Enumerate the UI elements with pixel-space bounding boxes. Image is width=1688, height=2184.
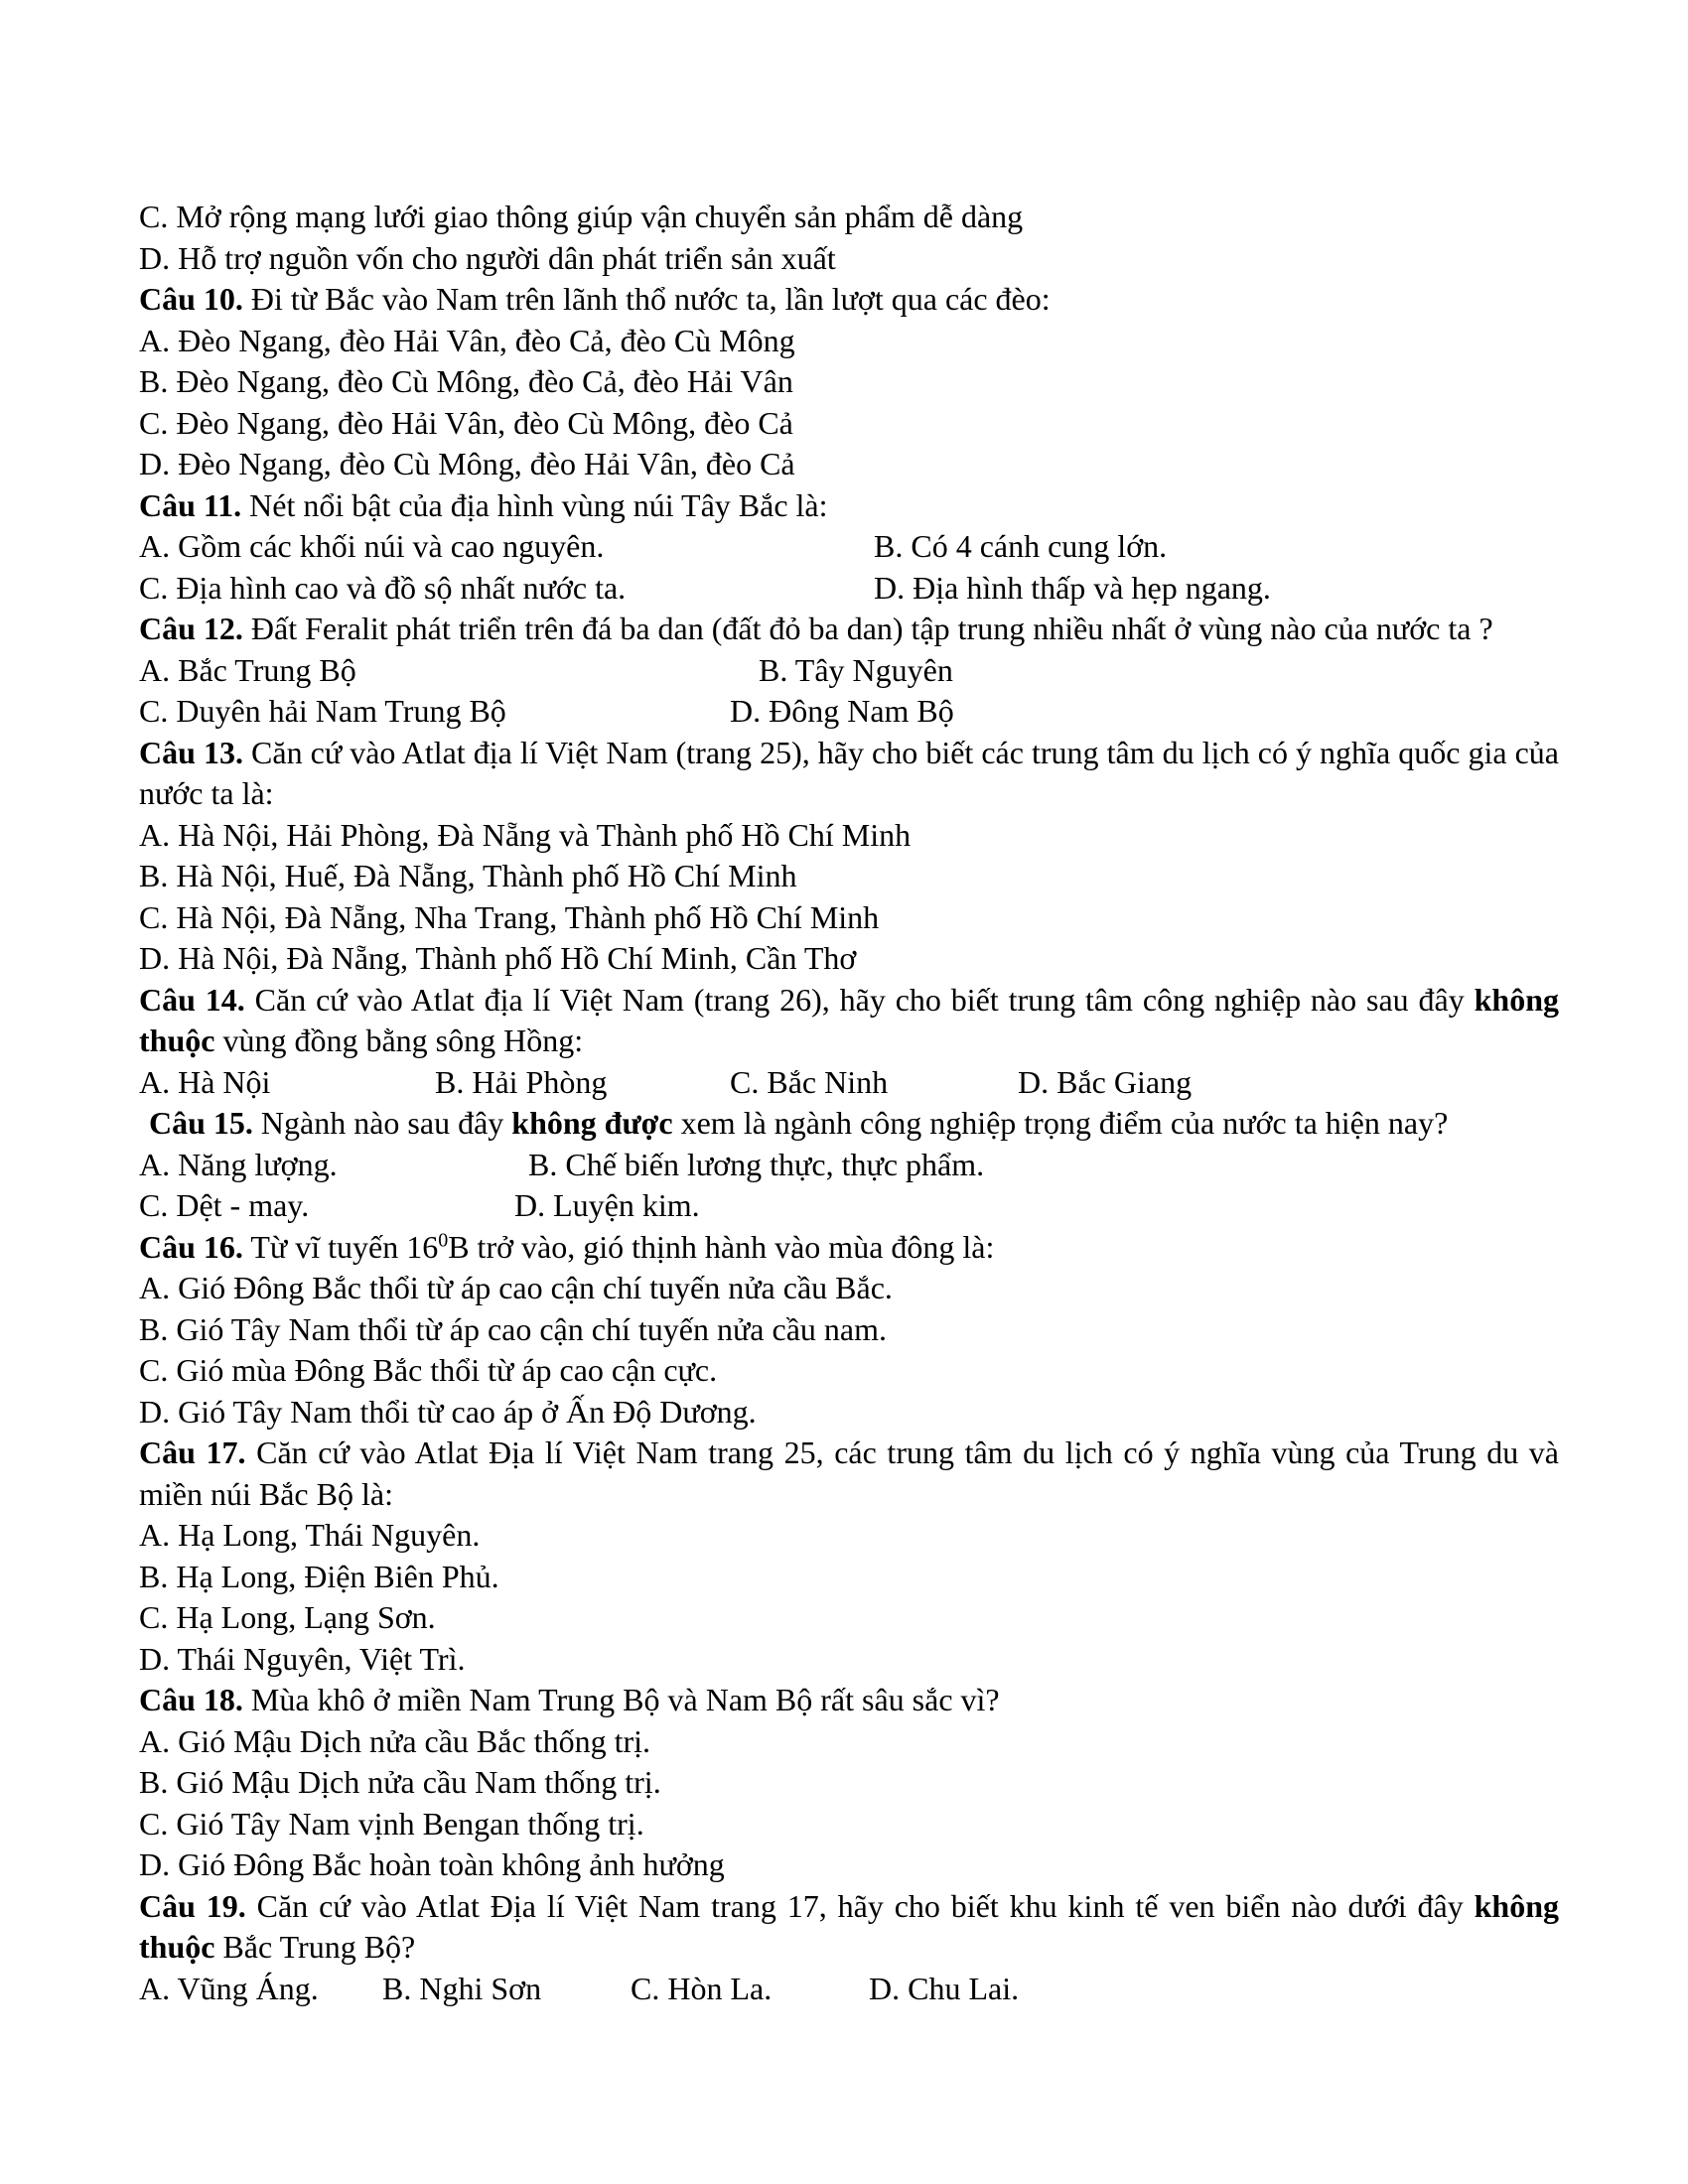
question-text: Bắc Trung Bộ? bbox=[214, 1929, 416, 1965]
option-d: D. Đèo Ngang, đèo Cù Mông, đèo Hải Vân, đèo Cả bbox=[139, 446, 795, 481]
option-b: B. Đèo Ngang, đèo Cù Mông, đèo Cả, đèo Hải Vân bbox=[139, 363, 793, 399]
question-text: Căn cứ vào Atlat địa lí Việt Nam (trang 26), hãy cho biết trung tâm công nghiệp nào sau đây bbox=[244, 981, 1475, 1018]
options-row bbox=[139, 1185, 1559, 1227]
options-row bbox=[139, 1969, 1559, 2010]
question-label: Câu 14. bbox=[139, 981, 245, 1018]
option-b: B. Hà Nội, Huế, Đà Nẵng, Thành phố Hồ Chí Minh bbox=[139, 858, 797, 893]
options-row bbox=[139, 650, 1559, 692]
option-b: B. Tây Nguyên bbox=[759, 651, 953, 688]
question-text: Căn cứ vào Atlat Địa lí Việt Nam trang 17, hãy cho biết khu kinh tế ven biển nào dưới đây bbox=[245, 1887, 1475, 1924]
question-text: Đất Feralit phát triển trên đá ba dan (đất đỏ ba dan) tập trung nhiều nhất ở vùng nào của nước ta ? bbox=[242, 611, 1493, 646]
option-c: C. Đèo Ngang, đèo Hải Vân, đèo Cù Mông, đèo Cả bbox=[139, 404, 793, 441]
carryover-option-c: C. Mở rộng mạng lưới giao thông giúp vận chuyển sản phẩm dễ dàng bbox=[139, 199, 1024, 234]
option-d: D. Bắc Giang bbox=[1018, 1063, 1193, 1100]
question-label: Câu 15. bbox=[149, 1105, 253, 1141]
option-c: C. Địa hình cao và đồ sộ nhất nước ta. bbox=[139, 569, 627, 606]
question-label: Câu 17. bbox=[139, 1434, 246, 1470]
option-c: C. Duyên hải Nam Trung Bộ bbox=[139, 693, 506, 729]
question-text: Đi từ Bắc vào Nam trên lãnh thổ nước ta, lần lượt qua các đèo: bbox=[242, 281, 1051, 317]
question-label: Câu 12. bbox=[139, 611, 243, 646]
question-text: Ngành nào sau đây bbox=[252, 1105, 512, 1141]
option-d: D. Chu Lai. bbox=[869, 1970, 1020, 2006]
question-label: Câu 18. bbox=[139, 1682, 243, 1717]
question-17 bbox=[139, 1433, 1559, 1515]
question-label: Câu 10. bbox=[139, 281, 243, 317]
options-row bbox=[139, 526, 1559, 568]
option-c: C. Gió mùa Đông Bắc thổi từ áp cao cận cực. bbox=[139, 1352, 718, 1388]
option-d: D. Đông Nam Bộ bbox=[730, 693, 954, 729]
question-text: B trở vào, gió thịnh hành vào mùa đông là: bbox=[448, 1228, 995, 1265]
option-c: C. Gió Tây Nam vịnh Bengan thống trị. bbox=[139, 1805, 644, 1842]
option-a: A. Vũng Áng. bbox=[139, 1970, 319, 2006]
question-text: Căn cứ vào Atlat Địa lí Việt Nam trang 25, các trung tâm du lịch có ý nghĩa vùng của Trung du và miền núi Bắc Bộ là: bbox=[139, 1434, 1560, 1512]
question-14 bbox=[139, 980, 1559, 1062]
option-d: D. Hà Nội, Đà Nẵng, Thành phố Hồ Chí Minh, Cần Thơ bbox=[139, 940, 857, 976]
option-b: B. Gió Mậu Dịch nửa cầu Nam thống trị. bbox=[139, 1764, 661, 1800]
question-19 bbox=[139, 1886, 1559, 1969]
option-b: B. Hạ Long, Điện Biên Phủ. bbox=[139, 1558, 499, 1594]
exam-page bbox=[139, 197, 1559, 2009]
option-c: C. Hòn La. bbox=[631, 1970, 773, 2006]
question-text: xem là ngành công nghiệp trọng điểm của nước ta hiện nay? bbox=[672, 1105, 1449, 1141]
question-label: Câu 11. bbox=[139, 486, 242, 523]
option-d: D. Luyện kim. bbox=[514, 1187, 700, 1223]
carryover-option-d: D. Hỗ trợ nguồn vốn cho người dân phát triển sản xuất bbox=[139, 239, 836, 276]
question-label: Câu 13. bbox=[139, 734, 243, 770]
options-row bbox=[139, 1062, 1559, 1104]
option-a: A. Hà Nội bbox=[139, 1063, 271, 1100]
question-13 bbox=[139, 733, 1559, 815]
question-emphasis: không thuộc bbox=[139, 1887, 1560, 1965]
option-a: A. Gồm các khối núi và cao nguyên. bbox=[139, 528, 605, 564]
options-row bbox=[139, 691, 1559, 733]
question-label: Câu 19. bbox=[139, 1887, 246, 1924]
option-b: B. Hải Phòng bbox=[435, 1063, 608, 1100]
question-text: Căn cứ vào Atlat địa lí Việt Nam (trang 25), hãy cho biết các trung tâm du lịch có ý nghĩa quốc gia của nước ta là: bbox=[139, 734, 1560, 811]
option-c: C. Hà Nội, Đà Nẵng, Nha Trang, Thành phố Hồ Chí Minh bbox=[139, 898, 880, 935]
option-d: D. Thái Nguyên, Việt Trì. bbox=[139, 1640, 466, 1677]
option-a: A. Gió Đông Bắc thổi từ áp cao cận chí tuyến nửa cầu Bắc. bbox=[139, 1270, 893, 1305]
question-text: Từ vĩ tuyến 16 bbox=[242, 1228, 439, 1265]
question-18 bbox=[139, 1680, 1559, 1721]
option-d: D. Địa hình thấp và hẹp ngang. bbox=[874, 569, 1271, 606]
question-emphasis: không thuộc bbox=[139, 981, 1560, 1058]
option-d: D. Gió Tây Nam thổi từ cao áp ở Ấn Độ Dương. bbox=[139, 1393, 757, 1430]
question-16 bbox=[139, 1227, 1559, 1269]
option-c: C. Hạ Long, Lạng Sơn. bbox=[139, 1599, 436, 1635]
option-c: C. Bắc Ninh bbox=[730, 1063, 889, 1100]
question-text: vùng đồng bằng sông Hồng: bbox=[214, 1023, 584, 1058]
question-11 bbox=[139, 485, 1559, 527]
option-a: A. Năng lượng. bbox=[139, 1146, 338, 1182]
option-c: C. Dệt - may. bbox=[139, 1187, 310, 1223]
option-d: D. Gió Đông Bắc hoàn toàn không ảnh hưởng bbox=[139, 1846, 725, 1882]
option-b: B. Chế biến lương thực, thực phẩm. bbox=[528, 1146, 985, 1182]
options-row bbox=[139, 568, 1559, 610]
question-label: Câu 16. bbox=[139, 1228, 243, 1265]
question-text: Nét nổi bật của địa hình vùng núi Tây Bắc là: bbox=[241, 486, 828, 523]
option-b: B. Nghi Sơn bbox=[382, 1970, 542, 2006]
option-a: A. Đèo Ngang, đèo Hải Vân, đèo Cả, đèo Cù Mông bbox=[139, 322, 795, 358]
option-a: A. Bắc Trung Bộ bbox=[139, 651, 356, 688]
options-row bbox=[139, 1145, 1559, 1186]
option-a: A. Hà Nội, Hải Phòng, Đà Nẵng và Thành phố Hồ Chí Minh bbox=[139, 816, 912, 853]
question-text: Mùa khô ở miền Nam Trung Bộ và Nam Bộ rất sâu sắc vì? bbox=[242, 1682, 1000, 1717]
option-b: B. Có 4 cánh cung lớn. bbox=[874, 528, 1168, 564]
question-12 bbox=[139, 609, 1559, 650]
question-15 bbox=[139, 1103, 1559, 1145]
degree-superscript: 0 bbox=[438, 1228, 449, 1251]
question-emphasis: không được bbox=[511, 1105, 673, 1141]
option-b: B. Gió Tây Nam thổi từ áp cao cận chí tuyến nửa cầu nam. bbox=[139, 1310, 887, 1347]
question-10 bbox=[139, 279, 1559, 321]
option-a: A. Hạ Long, Thái Nguyên. bbox=[139, 1517, 481, 1553]
option-a: A. Gió Mậu Dịch nửa cầu Bắc thống trị. bbox=[139, 1722, 650, 1759]
